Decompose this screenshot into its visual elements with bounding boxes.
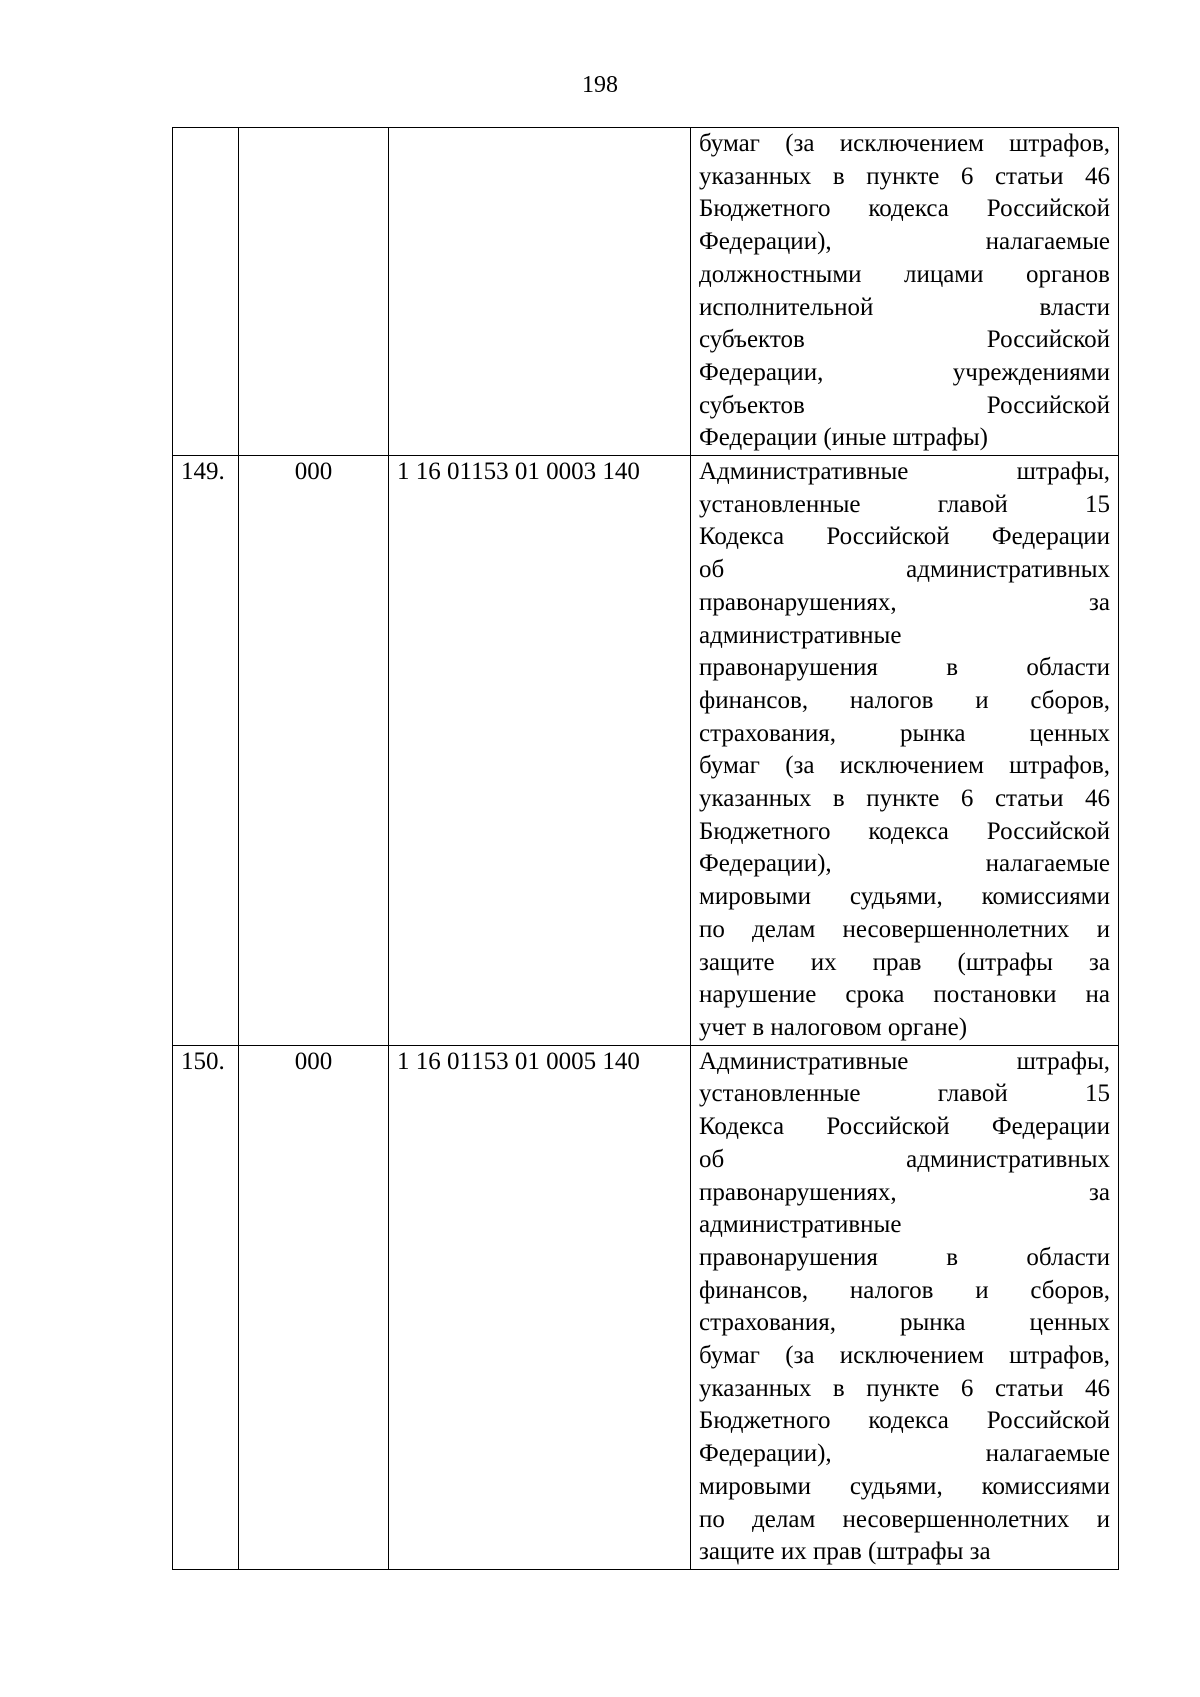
description-line: Федерации (иные штрафы) — [699, 424, 988, 452]
description-cell — [691, 456, 1119, 1046]
description-line: Федерации, учреждениями — [699, 358, 1110, 386]
description-line: нарушение срока постановки на — [699, 981, 1110, 1009]
admin-code-cell: 000 — [239, 1045, 389, 1569]
description-line: должностными лицами органов — [699, 260, 1110, 288]
description-line: Административные штрафы, — [699, 458, 1110, 486]
description-line: бумаг (за исключением штрафов, — [699, 130, 1110, 157]
description-line: Бюджетного кодекса Российской — [699, 195, 1110, 223]
income-codes-table — [172, 127, 1119, 1570]
description-line: финансов, налогов и сборов, — [699, 1276, 1110, 1304]
description-line: Федерации), налагаемые — [699, 228, 1110, 256]
description-line: Федерации), налагаемые — [699, 850, 1110, 878]
description-line: указанных в пункте 6 статьи 46 — [699, 162, 1110, 190]
description-line: Кодекса Российской Федерации — [699, 1113, 1110, 1141]
description-line: Федерации), налагаемые — [699, 1440, 1110, 1468]
income-code-cell: 1 16 01153 01 0003 140 — [389, 456, 691, 1046]
row-number-cell — [173, 128, 239, 456]
description-line: субъектов Российской — [699, 326, 1110, 354]
description-line: исполнительной власти — [699, 293, 1110, 321]
description-line: правонарушения в области — [699, 654, 1110, 682]
description-line: защите их прав (штрафы за — [699, 948, 1110, 976]
description-line: правонарушениях, за — [699, 588, 1110, 616]
description-line: мировыми судьями, комиссиями — [699, 1472, 1110, 1500]
income-code-cell — [389, 128, 691, 456]
row-number-cell: 149. — [173, 456, 239, 1046]
description-line: Бюджетного кодекса Российской — [699, 1407, 1110, 1435]
description-line: по делам несовершеннолетних и — [699, 915, 1110, 943]
description-line: указанных в пункте 6 статьи 46 — [699, 785, 1110, 813]
description-line: защите их прав (штрафы за — [699, 1538, 991, 1566]
row-number-cell: 150. — [173, 1045, 239, 1569]
description-line: Бюджетного кодекса Российской — [699, 817, 1110, 845]
description-line: об административных — [699, 556, 1110, 584]
description-line: субъектов Российской — [699, 391, 1110, 419]
description-cell — [691, 1045, 1119, 1569]
description-line: установленные главой 15 — [699, 1080, 1110, 1108]
description-line: административные — [699, 621, 902, 649]
description-line: об административных — [699, 1145, 1110, 1173]
description-line: страхования, рынка ценных — [699, 1309, 1110, 1337]
description-line: административные — [699, 1211, 902, 1239]
description-line: бумаг (за исключением штрафов, — [699, 1342, 1110, 1370]
admin-code-cell: 000 — [239, 456, 389, 1046]
description-cell — [691, 128, 1119, 456]
table-row — [173, 456, 1119, 1046]
description-line: по делам несовершеннолетних и — [699, 1505, 1110, 1533]
description-line: учет в налоговом органе) — [699, 1013, 968, 1041]
description-line: мировыми судьями, комиссиями — [699, 883, 1110, 911]
description-line: правонарушения в области — [699, 1243, 1110, 1271]
table-row — [173, 1045, 1119, 1569]
income-code-cell: 1 16 01153 01 0005 140 — [389, 1045, 691, 1569]
description-line: страхования, рынка ценных — [699, 719, 1110, 747]
page-number: 198 — [582, 72, 618, 98]
description-line: Административные штрафы, — [699, 1047, 1110, 1075]
description-line: Кодекса Российской Федерации — [699, 523, 1110, 551]
description-line: указанных в пункте 6 статьи 46 — [699, 1374, 1110, 1402]
description-line: финансов, налогов и сборов, — [699, 686, 1110, 714]
table-body — [173, 128, 1119, 1570]
admin-code-cell — [239, 128, 389, 456]
table-row — [173, 128, 1119, 456]
description-line: бумаг (за исключением штрафов, — [699, 752, 1110, 780]
description-line: правонарушениях, за — [699, 1178, 1110, 1206]
description-line: установленные главой 15 — [699, 490, 1110, 518]
